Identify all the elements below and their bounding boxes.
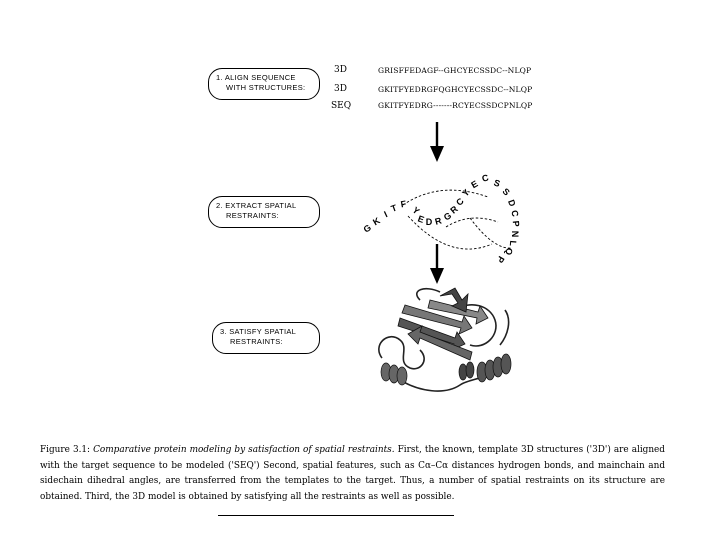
- alignment-label-2: 3D: [334, 84, 347, 94]
- residue-letter: C: [454, 196, 466, 208]
- residue-letter: Y: [410, 204, 422, 217]
- residue-letter: I: [382, 209, 389, 220]
- residue-letter: F: [399, 198, 408, 210]
- figure-caption-body: First, the known, template 3D structures ('3D') are aligned with the target sequence to be modeled ('SEQ') Second, spatial features, such as Cα–Cα distances hydrogen bonds, and mainchain and sidechain dihedral angles, are transferred from the templates to the target. Thus, a number of spatial restraints on its structure are obtained. Third, the 3D model is obtained by satisfying all the restraints as well as possible.: [40, 445, 665, 502]
- residue-letter: T: [389, 202, 399, 214]
- residue-letter: E: [469, 178, 480, 191]
- step-align-line2: WITH STRUCTURES:: [226, 83, 306, 92]
- down-arrow-2: [430, 244, 444, 284]
- step-extract-line2: RESTRAINTS:: [226, 211, 279, 220]
- residue-letter: D: [425, 217, 433, 227]
- footnote-rule: [218, 515, 454, 516]
- protein-ribbon-model: [379, 288, 511, 391]
- residue-letter: S: [500, 186, 512, 198]
- residue-letter: E: [416, 213, 426, 225]
- residue-letter: G: [361, 222, 374, 235]
- residue-letter: Y: [460, 187, 472, 199]
- residue-letter: R: [448, 203, 460, 216]
- residue-letter: P: [510, 220, 522, 228]
- figure-title: Comparative protein modeling by satisfaction of spatial restraints.: [93, 445, 395, 455]
- residue-letter: G: [441, 210, 454, 223]
- residue-letter: S: [492, 177, 502, 189]
- residue-letter: L: [507, 240, 519, 247]
- residue-letter: C: [480, 172, 490, 184]
- residue-letter: C: [509, 209, 521, 218]
- alignment-sequence-1: GRISFFEDAGF--GHCYECSSDC--NLQP: [378, 66, 532, 75]
- alignment-label-3: SEQ: [331, 101, 352, 111]
- step-satisfy-line2: RESTRAINTS:: [230, 337, 283, 346]
- residue-letter: Q: [503, 247, 515, 256]
- residue-letter: K: [371, 215, 382, 228]
- alignment-sequence-2: GKITFYEDRGFQGHCYECSSDC--NLQP: [378, 85, 533, 94]
- figure-caption: [40, 443, 665, 505]
- residue-letter: D: [506, 198, 518, 208]
- down-arrow-1: [430, 122, 444, 162]
- residue-letter: P: [494, 254, 507, 265]
- step-extract-line1: 2. EXTRACT SPATIAL: [216, 201, 297, 210]
- residue-letter: N: [510, 230, 520, 238]
- figure-label: Figure 3.1:: [40, 445, 91, 455]
- step-satisfy-line1: 3. SATISFY SPATIAL: [220, 327, 297, 336]
- residue-chain: [362, 172, 522, 264]
- residue-letter: R: [433, 215, 443, 227]
- alignment-label-1: 3D: [334, 65, 347, 75]
- step-align-line1: 1. ALIGN SEQUENCE: [216, 73, 296, 82]
- alignment-sequence-3: GKITFYEDRG-------RCYECSSDCPNLQP: [378, 101, 533, 110]
